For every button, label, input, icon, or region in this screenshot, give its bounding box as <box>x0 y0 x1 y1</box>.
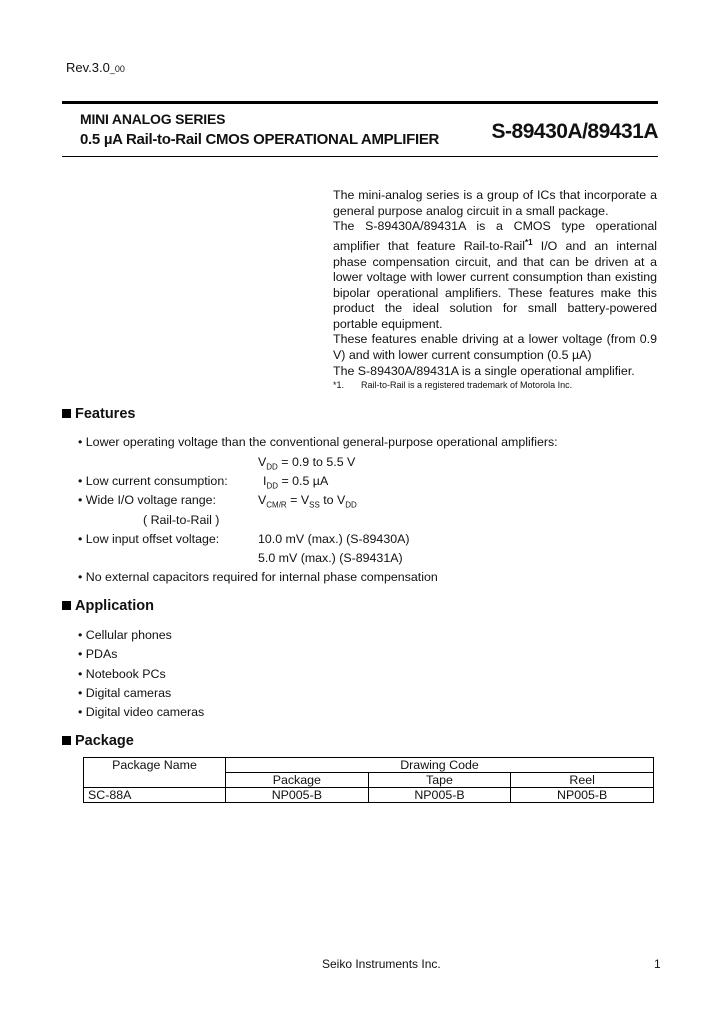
cell-tape: NP005-B <box>368 788 511 803</box>
series-title: MINI ANALOG SERIES <box>80 111 226 127</box>
application-heading: Application <box>62 598 154 614</box>
feature-2-value: $I_{DD} = 0.5$ µA <box>263 474 329 491</box>
cell-package: NP005-B <box>226 788 369 803</box>
feature-2: • Low current consumption: <box>78 474 228 488</box>
feature-3-value: $V_{CM/R} = V_{SS}$ to $V_{DD}$ <box>258 493 357 510</box>
package-heading: Package <box>62 733 134 749</box>
intro-paragraph-1: The mini-analog series is a group of ICs that incorporate a general purpose analog circuit in a small package. <box>333 188 657 218</box>
revision: Rev.3.0_00 <box>66 60 125 75</box>
table-row <box>84 788 654 803</box>
feature-4-value-2: 5.0 mV (max.) (S-89431A) <box>258 551 403 565</box>
feature-5: • No external capacitors required for internal phase compensation <box>78 570 438 584</box>
intro-description <box>333 188 657 379</box>
feature-4-value-1: 10.0 mV (max.) (S-89430A) <box>258 532 410 546</box>
cell-reel: NP005-B <box>511 788 654 803</box>
feature-1-value: $V_{DD} = 0.9$ to 5.5 V <box>258 455 356 472</box>
header-rule-top <box>62 101 658 104</box>
table-row <box>84 758 654 773</box>
application-item: • Digital cameras <box>78 686 172 700</box>
header-package-name: Package Name <box>84 758 226 788</box>
cell-package-name: SC-88A <box>84 788 226 803</box>
square-bullet-icon <box>62 601 71 610</box>
feature-1: • Lower operating voltage than the conventional general-purpose operational amplifiers: <box>78 435 558 449</box>
feature-4: • Low input offset voltage: <box>78 532 220 546</box>
square-bullet-icon <box>62 409 71 418</box>
package-table <box>83 757 654 803</box>
square-bullet-icon <box>62 736 71 745</box>
intro-paragraph-2: The S-89430A/89431A is a CMOS type operational amplifier that feature Rail-to-Rail$^{*1}$ I/O and an internal phase compensation circuit, and that can be driven at a lower voltage with lower current consumption than existing bipolar operational amplifiers. These features make this product the ideal solution for small battery-powered portable equipment. <box>333 219 658 331</box>
subheader-package: Package <box>226 773 369 788</box>
subheader-reel: Reel <box>511 773 654 788</box>
header-rule-bottom <box>62 156 658 157</box>
intro-paragraph-4: The S-89430A/89431A is a single operational amplifier. <box>333 363 635 378</box>
features-heading: Features <box>62 406 135 422</box>
header-drawing-code: Drawing Code <box>226 758 654 773</box>
page-number: 1 <box>654 957 661 971</box>
feature-3: • Wide I/O voltage range: <box>78 493 216 507</box>
intro-paragraph-3: These features enable driving at a lower voltage (from 0.9 V) and with lower current consumption (0.5 µA) <box>333 332 657 363</box>
application-item: • Notebook PCs <box>78 667 166 681</box>
application-item: • Digital video cameras <box>78 705 205 719</box>
footer-company: Seiko Instruments Inc. <box>322 957 441 971</box>
footnote: *1. Rail-to-Rail is a registered trademark of Motorola Inc. <box>333 380 573 390</box>
application-item: • Cellular phones <box>78 628 172 642</box>
application-item: • PDAs <box>78 647 118 661</box>
document-subtitle: 0.5 µA Rail-to-Rail CMOS OPERATIONAL AMPLIFIER <box>80 131 440 148</box>
subheader-tape: Tape <box>368 773 511 788</box>
feature-3-note: ( Rail-to-Rail ) <box>143 513 220 527</box>
part-number: S-89430A/89431A <box>491 120 658 143</box>
